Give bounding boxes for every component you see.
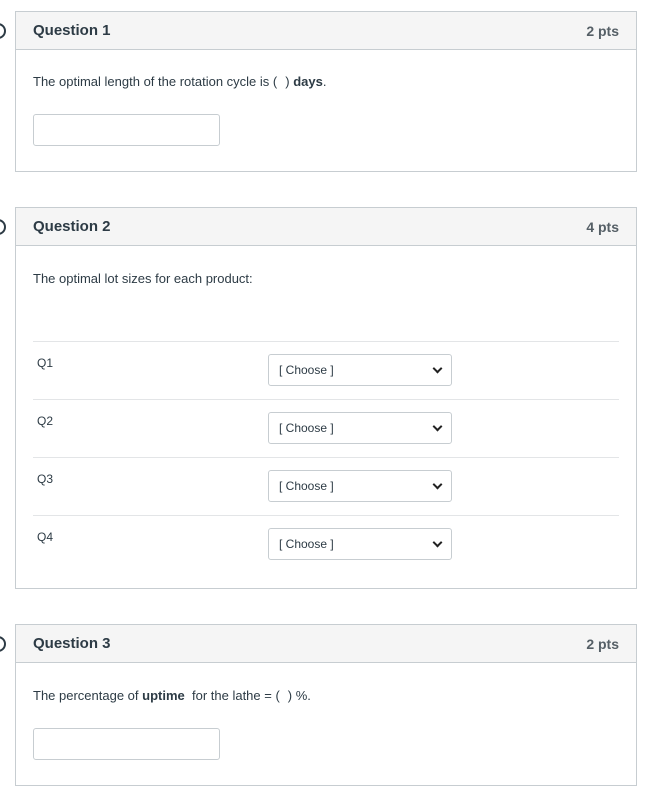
match-select[interactable] [268, 412, 452, 444]
question-2-marker[interactable] [0, 219, 6, 235]
question-3-text-before: The percentage of [33, 688, 143, 703]
question-2-text: The optimal lot sizes for each product: [33, 271, 253, 286]
match-row [33, 399, 619, 457]
chevron-down-icon [433, 364, 443, 374]
match-row [33, 515, 619, 573]
chevron-down-icon [433, 480, 443, 490]
match-row [33, 341, 619, 399]
match-select[interactable] [268, 528, 452, 560]
question-3-answer-input[interactable] [33, 728, 220, 760]
select-value: [ Choose ] [279, 363, 334, 377]
question-3-marker[interactable] [0, 636, 6, 652]
match-row [33, 457, 619, 515]
match-label: Q3 [37, 472, 54, 486]
question-2-card [15, 207, 637, 589]
match-label: Q1 [37, 356, 54, 370]
match-label: Q2 [37, 414, 54, 428]
question-1-answer-input[interactable] [33, 114, 220, 146]
question-3-text-bold: uptime [142, 688, 185, 703]
question-1-points: 2 pts [586, 22, 619, 39]
chevron-down-icon [433, 422, 443, 432]
question-2-title: Question 2 [33, 218, 111, 235]
question-1-text [33, 74, 326, 89]
question-2-header [16, 208, 636, 246]
question-1-marker[interactable] [0, 23, 6, 39]
question-1-text-after: ) [285, 74, 294, 89]
match-select[interactable] [268, 470, 452, 502]
question-3-text-mid: for the lathe = ( [184, 688, 280, 703]
question-3-text [33, 688, 311, 703]
select-value: [ Choose ] [279, 537, 334, 551]
select-value: [ Choose ] [279, 421, 334, 435]
question-1-header [16, 12, 636, 50]
question-1-text-before: The optimal length of the rotation cycle is ( [33, 74, 278, 89]
question-3-header [16, 625, 636, 663]
chevron-down-icon [433, 538, 443, 548]
question-3-points: 2 pts [586, 635, 619, 652]
select-value: [ Choose ] [279, 479, 334, 493]
question-1-text-bold: days [293, 74, 323, 89]
question-1-card [15, 11, 637, 172]
question-3-card [15, 624, 637, 786]
question-2-points: 4 pts [586, 218, 619, 235]
question-3-text-after: ) %. [287, 688, 311, 703]
question-1-title: Question 1 [33, 22, 111, 39]
question-1-text-end: . [322, 74, 327, 89]
match-select[interactable] [268, 354, 452, 386]
match-label: Q4 [37, 530, 54, 544]
question-3-title: Question 3 [33, 635, 111, 652]
